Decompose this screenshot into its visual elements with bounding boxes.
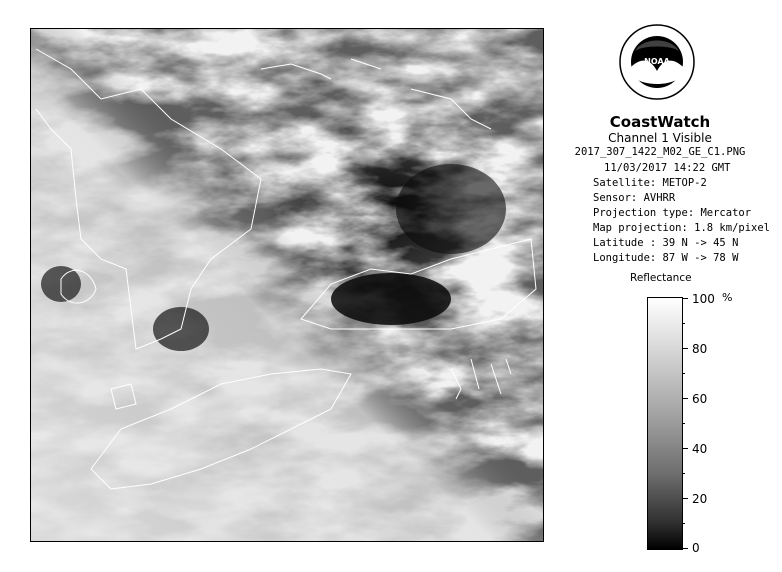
colorbar-label-40: 40 bbox=[692, 442, 708, 456]
noaa-logo bbox=[617, 15, 697, 110]
colorbar-minor-tick bbox=[682, 523, 685, 524]
file-name: 2017_307_1422_M02_GE_C1.PNG bbox=[574, 146, 746, 158]
colorbar-minor-tick bbox=[682, 323, 685, 324]
colorbar-tick bbox=[682, 448, 688, 449]
frontal-cloud-band bbox=[31, 29, 543, 541]
colorbar-label-80: 80 bbox=[692, 342, 708, 356]
colorbar-label-20: 20 bbox=[692, 492, 708, 506]
dark-patch-east bbox=[396, 164, 506, 254]
colorbar-minor-tick bbox=[682, 423, 685, 424]
logo-center-text: NOAA bbox=[644, 57, 670, 66]
product-title: CoastWatch bbox=[609, 113, 711, 131]
colorbar-title: Reflectance bbox=[630, 272, 692, 284]
colorbar-label-0: 0 bbox=[692, 541, 700, 555]
colorbar-tick bbox=[682, 348, 688, 349]
sensor-label: Sensor: AVHRR bbox=[593, 192, 676, 204]
lake-ontario-clear bbox=[331, 273, 451, 325]
latitude-range: Latitude : 39 N -> 45 N bbox=[593, 237, 739, 249]
satellite-image bbox=[30, 28, 544, 542]
colorbar-unit: % bbox=[722, 291, 733, 304]
colorbar-label-100: 100 bbox=[692, 292, 715, 306]
colorbar-tick bbox=[682, 398, 688, 399]
channel-label: Channel 1 Visible bbox=[608, 131, 712, 145]
colorbar-label-60: 60 bbox=[692, 392, 708, 406]
colorbar-minor-tick bbox=[682, 473, 685, 474]
projection-type: Projection type: Mercator bbox=[593, 207, 752, 219]
satellite-label: Satellite: METOP-2 bbox=[593, 177, 707, 189]
satellite-image-canvas bbox=[31, 29, 543, 541]
colorbar-minor-tick bbox=[682, 373, 685, 374]
map-projection: Map projection: 1.8 km/pixel bbox=[593, 222, 771, 234]
reflectance-colorbar bbox=[647, 297, 683, 550]
longitude-range: Longitude: 87 W -> 78 W bbox=[593, 252, 739, 264]
colorbar-tick bbox=[682, 498, 688, 499]
colorbar-tick bbox=[682, 548, 688, 549]
colorbar-tick bbox=[682, 298, 688, 299]
datetime: 11/03/2017 14:22 GMT bbox=[604, 162, 731, 174]
noaa-emblem bbox=[617, 15, 697, 110]
